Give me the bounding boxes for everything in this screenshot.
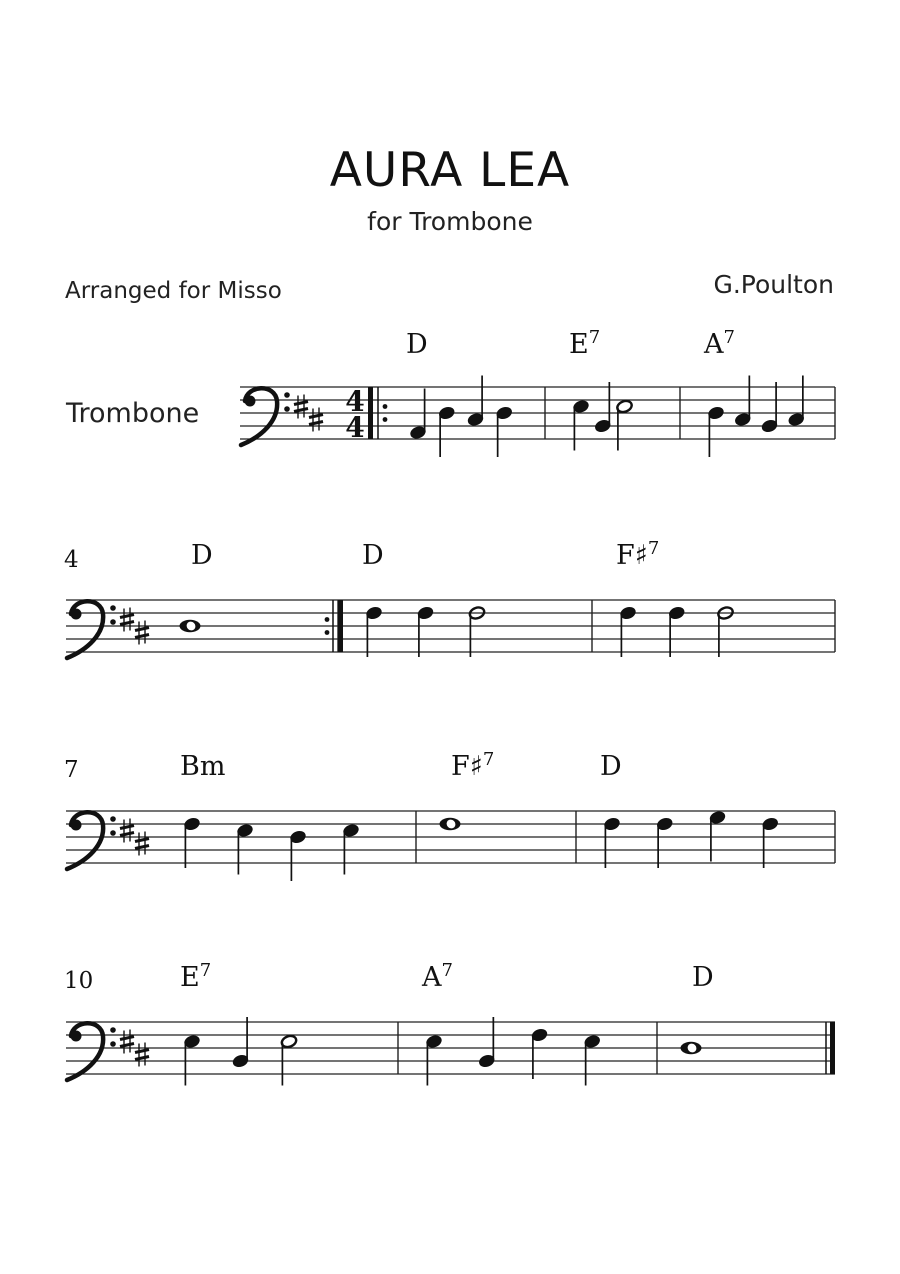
bass-clef-icon — [67, 812, 116, 869]
note-fs3 — [668, 606, 685, 657]
note-d3 — [496, 406, 513, 457]
note-fs3 — [417, 606, 434, 657]
chord-symbol: $E^7$ — [569, 327, 601, 360]
repeat-dot — [383, 404, 388, 409]
key-sharp-f-icon — [120, 1030, 134, 1054]
instrument-label: Trombone — [66, 398, 200, 429]
note-d3 — [289, 830, 306, 881]
chord-symbol: $A^7$ — [422, 960, 453, 993]
repeat-dot — [325, 617, 330, 622]
note-d3 — [180, 620, 201, 632]
chord-symbol: D — [600, 751, 622, 782]
repeat-start-thick — [368, 387, 373, 439]
repeat-end-thick — [338, 600, 343, 652]
key-sharp-f-icon — [120, 608, 134, 632]
arranger-credit: Arranged for Misso — [65, 278, 282, 304]
note-e3 — [236, 823, 253, 874]
note-cs3 — [734, 376, 751, 427]
note-fs3 — [619, 606, 636, 657]
note-e3 — [342, 823, 359, 874]
time-signature-top: 4 — [345, 385, 365, 418]
chord-symbol: F♯$^7$ — [616, 538, 660, 571]
note-fs3 — [183, 817, 200, 868]
key-sharp-c-icon — [309, 408, 323, 432]
note-fs3 — [656, 817, 673, 868]
key-sharp-f-icon — [120, 819, 134, 843]
note-e3 — [425, 1034, 442, 1085]
note-cs3 — [788, 376, 805, 427]
note-d3 — [681, 1042, 702, 1054]
note-d3 — [707, 406, 724, 457]
note-e3 — [616, 399, 633, 450]
note-b2 — [594, 382, 611, 433]
score-subtitle: for Trombone — [367, 207, 533, 236]
chord-symbol: D — [191, 540, 213, 571]
note-e3 — [572, 399, 589, 450]
score-title: AURA LEA — [329, 143, 571, 198]
composer-credit: G.Poulton — [713, 270, 834, 299]
bass-clef-icon — [67, 1023, 116, 1080]
note-e3 — [280, 1034, 297, 1085]
chord-symbol: $A^7$ — [704, 327, 735, 360]
measure-number: 10 — [64, 968, 94, 994]
repeat-dot — [325, 630, 330, 635]
note-fs3 — [440, 818, 461, 830]
time-signature-bottom: 4 — [345, 411, 365, 444]
chord-symbol: D — [692, 962, 714, 993]
staff-system-1 — [240, 327, 835, 444]
note-e3 — [183, 1034, 200, 1085]
key-sharp-f-icon — [294, 395, 308, 419]
bass-clef-icon — [67, 601, 116, 658]
chord-symbol: F♯$^7$ — [451, 749, 495, 782]
note-fs3 — [365, 606, 382, 657]
chord-symbol: $E^7$ — [180, 960, 212, 993]
bass-clef-icon — [241, 388, 290, 445]
staff-system-3 — [64, 749, 835, 863]
note-b2 — [761, 382, 778, 433]
note-fs3 — [531, 1028, 548, 1079]
measure-number: 4 — [64, 547, 79, 573]
final-barline — [830, 1022, 835, 1074]
key-sharp-c-icon — [135, 832, 149, 856]
note-g3 — [709, 810, 726, 861]
chord-symbol: Bm — [180, 751, 226, 782]
key-sharp-c-icon — [135, 1043, 149, 1067]
note-b2 — [478, 1017, 495, 1068]
note-d3 — [438, 406, 455, 457]
staff-system-4 — [64, 960, 835, 1074]
note-b2 — [232, 1017, 249, 1068]
note-a2 — [409, 389, 426, 440]
note-e3 — [584, 1034, 601, 1085]
chord-symbol: D — [406, 329, 428, 360]
note-fs3 — [762, 817, 779, 868]
note-fs3 — [603, 817, 620, 868]
measure-number: 7 — [64, 757, 79, 783]
key-sharp-c-icon — [135, 621, 149, 645]
repeat-dot — [383, 417, 388, 422]
chord-symbol: D — [362, 540, 384, 571]
note-cs3 — [467, 376, 484, 427]
